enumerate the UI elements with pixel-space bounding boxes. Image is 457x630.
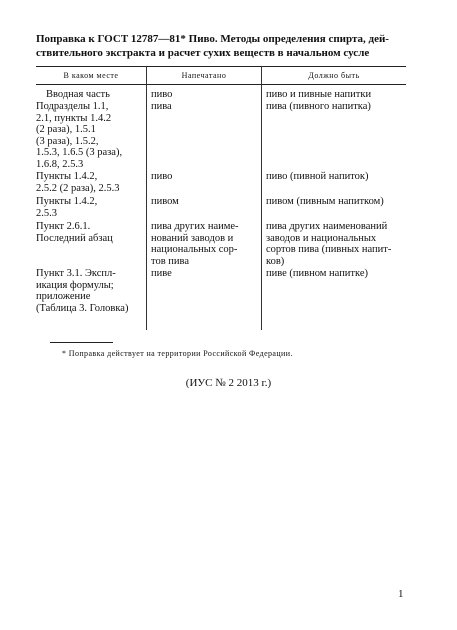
- table-row-printed: пива других наиме- нований заводов и национальных сор- тов пива: [151, 221, 239, 267]
- table-row-printed: пиве: [151, 268, 172, 279]
- table-row-place: Вводная часть: [46, 89, 110, 100]
- header-printed: Напечатано: [181, 71, 227, 80]
- amendment-title: [36, 32, 406, 60]
- table-row-place: Пункт 3.1. Экспл- икация формулы; приложение (Таблица 3. Головка): [36, 268, 129, 314]
- footnote-rule: [50, 342, 113, 343]
- table-row-printed: пиво: [151, 171, 173, 182]
- header-place: В каком месте: [63, 71, 119, 80]
- table-row-place: Подразделы 1.1, 2.1, пункты 1.4.2 (2 раза), 1.5.1 (3 раза), 1.5.2, 1.5.3, 1.6.5 (3 раза), 1.6.8, 2.5.3: [36, 101, 123, 170]
- table-row-printed: пиво: [151, 89, 173, 100]
- page-number: 1: [398, 588, 404, 600]
- table-row-place: Пункт 2.6.1. Последний абзац: [36, 221, 113, 244]
- table-row-place: Пункты 1.4.2, 2.5.3: [36, 196, 98, 219]
- title-line-2: ствительного экстракта и расчет сухих веществ в начальном сусле: [36, 47, 370, 59]
- table-row-should: пиво и пивные напитки: [266, 89, 372, 100]
- header-should-be: Должно быть: [308, 71, 360, 80]
- table-row-should: пиво (пивной напиток): [266, 171, 369, 182]
- table-top-rule: [36, 66, 406, 67]
- table-row-should: пива других наименований заводов и национальных сортов пива (пивных напит- ков): [266, 221, 392, 267]
- footnote: * Поправка действует на территории Российской Федерации.: [62, 349, 293, 358]
- column-divider-2: [261, 66, 262, 330]
- issue-reference: (ИУС № 2 2013 г.): [185, 377, 272, 389]
- table-row-printed: пива: [151, 101, 172, 112]
- table-header-rule: [36, 84, 406, 85]
- column-divider-1: [146, 66, 147, 330]
- table-row-should: пивом (пивным напитком): [266, 196, 384, 207]
- table-row-should: пиве (пивном напитке): [266, 268, 369, 279]
- title-line-1: Поправка к ГОСТ 12787—81* Пиво. Методы определения спирта, дей-: [36, 33, 389, 45]
- table-row-place: Пункты 1.4.2, 2.5.2 (2 раза), 2.5.3: [36, 171, 120, 194]
- table-row-should: пива (пивного напитка): [266, 101, 371, 112]
- table-row-printed: пивом: [151, 196, 179, 207]
